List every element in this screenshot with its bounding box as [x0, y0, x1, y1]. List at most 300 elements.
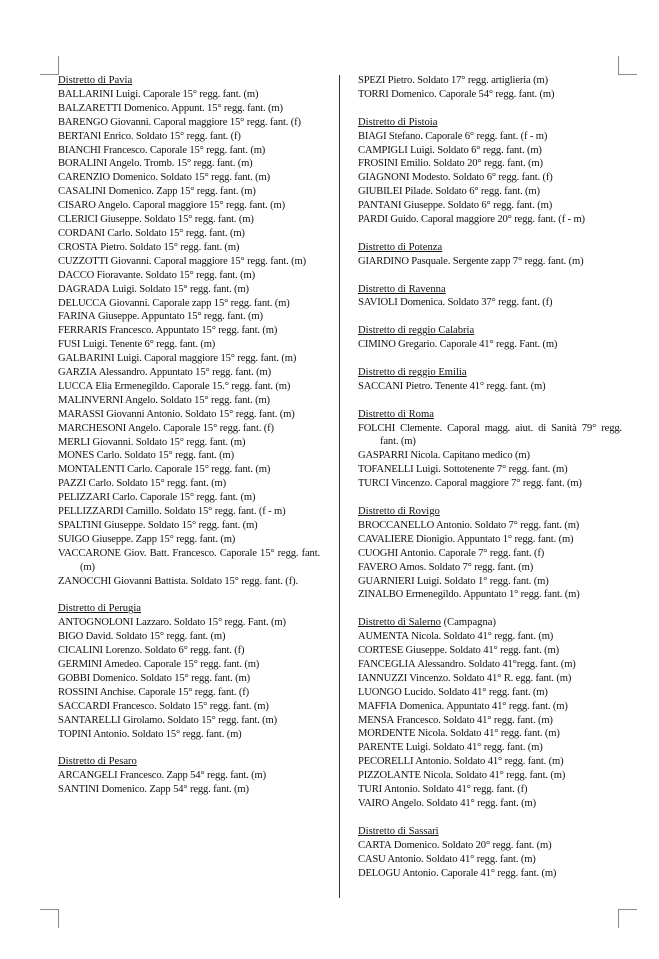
soldier-entry	[58, 394, 320, 408]
soldier-surname: AUMENTA	[358, 631, 409, 643]
column-divider	[339, 75, 340, 898]
soldier-details: Antonio. Soldato 7° regg. fant. (m)	[434, 519, 580, 531]
soldier-details: Luigi. Soldato 6° regg. fant. (m)	[407, 144, 542, 156]
soldier-surname: PARENTE	[358, 742, 404, 754]
soldier-surname: MENSA	[358, 714, 395, 726]
district-heading-line	[358, 241, 622, 255]
soldier-details: Nicola. Soldato 41° regg. fant. (m)	[415, 728, 560, 740]
soldier-surname: CARENZIO	[58, 172, 110, 184]
soldier-entry	[358, 575, 622, 589]
soldier-details: Luigi. Tenente 6° regg. fant. (m)	[80, 339, 216, 351]
soldier-entry	[358, 547, 622, 561]
soldier-entry	[58, 255, 320, 269]
soldier-details: Lorenzo. Soldato 6° regg. fant. (f)	[102, 645, 245, 657]
soldier-entry	[58, 477, 320, 491]
soldier-entry	[358, 338, 622, 352]
soldier-details: Giuseppe. Soldato 41° regg. fant. (m)	[403, 645, 560, 657]
soldier-entry	[58, 686, 320, 700]
soldier-entry	[58, 310, 320, 324]
soldier-details: Giovanni. Caporal maggiore 15° regg. fant. (f)	[107, 116, 301, 128]
soldier-surname: DACCO	[58, 269, 95, 281]
soldier-details: Antonio. Soldato 41° regg. fant. (f)	[381, 784, 528, 796]
soldier-details: Angelo. Soldato 15° regg. fant. (m)	[123, 394, 270, 406]
soldier-details: Camillo. Soldato 15° regg. fant. (f - m)	[123, 506, 286, 518]
district-heading: Distretto di Pesaro	[58, 756, 137, 768]
soldier-entry	[58, 157, 320, 171]
soldier-surname: IANNUZZI	[358, 672, 407, 684]
soldier-details: Luigi. Soldato 1° regg. fant. (m)	[414, 575, 549, 587]
soldier-surname: CORDANI	[58, 227, 105, 239]
soldier-details: Girolamo. Soldato 15° regg. fant. (m)	[120, 714, 278, 726]
soldier-surname: FROSINI	[358, 158, 398, 170]
district-section	[358, 825, 622, 881]
soldier-entry	[58, 630, 320, 644]
soldier-surname: VAIRO	[358, 798, 390, 809]
soldier-details: Domenico. Caporale 54° regg. fant. (m)	[388, 88, 555, 100]
soldier-details: Francesco. Zapp 54° regg. fant. (m)	[117, 770, 266, 782]
soldier-entry	[358, 644, 622, 658]
soldier-surname: BALZARETTI	[58, 102, 122, 114]
soldier-details: Dionigio. Appuntato 1° regg. fant. (m)	[413, 533, 574, 545]
district-heading: Distretto di Salerno	[358, 617, 441, 629]
district-section	[58, 755, 320, 797]
district-heading-line	[358, 366, 622, 380]
soldier-entry	[358, 477, 622, 491]
soldier-surname: CAMPIGLI	[358, 144, 408, 156]
soldier-entry	[358, 380, 622, 394]
soldier-details: Luigi. Soldato 41° regg. fant. (m)	[403, 742, 543, 754]
soldier-entry	[58, 324, 320, 338]
soldier-entry	[358, 755, 622, 769]
soldier-surname: FAVERO	[358, 561, 398, 573]
district-heading-line	[358, 616, 622, 630]
soldier-details: Nicola. Soldato 41° regg. fant. (m)	[420, 770, 566, 782]
soldier-entry	[58, 269, 320, 283]
soldier-surname: FANCEGLIA	[358, 658, 416, 670]
soldier-details: Domenica. Appuntato 41° regg. fant. (m)	[396, 700, 568, 712]
soldier-details: Antonio. Soldato 41° regg. fant. (m)	[385, 853, 536, 865]
soldier-details: Carlo. Caporale 15° regg. fant. (m)	[124, 464, 271, 476]
soldier-entry	[58, 380, 320, 394]
soldier-details: Amos. Soldato 7° regg. fant. (m)	[397, 561, 534, 573]
soldier-details: Antonio. Caporale 41° regg. fant. (m)	[400, 867, 557, 879]
district-heading-line	[358, 408, 622, 422]
soldier-entry	[358, 588, 622, 602]
soldier-surname: TOPINI	[58, 728, 92, 740]
district-heading-line	[58, 74, 320, 88]
soldier-entry	[358, 296, 622, 310]
soldier-details: Stefano. Caporale 6° regg. fant. (f - m)	[386, 130, 548, 142]
soldier-surname: DELOGU	[358, 867, 401, 879]
soldier-surname: CUOGHI	[358, 547, 398, 559]
soldier-surname: DELUCCA	[58, 297, 107, 309]
soldier-surname: ZINALBO	[358, 589, 404, 601]
soldier-details: Carlo. Soldato 15° regg. fant. (m)	[86, 478, 226, 490]
soldier-surname: CLERICI	[58, 214, 98, 226]
soldier-surname: ANTOGNOLONI	[58, 617, 134, 629]
district-section	[358, 283, 622, 311]
soldier-entry	[358, 144, 622, 158]
soldier-surname: PELIZZARI	[58, 492, 110, 504]
soldier-details: Giuseppe. Zapp 15° regg. fant. (m)	[89, 533, 236, 545]
soldier-details: Giov. Batt. Francesco. Caporale 15° regg. fant. (m)	[80, 547, 320, 573]
soldier-surname: PAZZI	[58, 478, 87, 490]
soldier-surname: MONTALENTI	[58, 464, 125, 476]
soldier-entry	[58, 449, 320, 463]
soldier-details: Modesto. Soldato 6° regg. fant. (f)	[409, 172, 553, 184]
district-section	[358, 74, 622, 102]
soldier-surname: FARINA	[58, 311, 96, 323]
soldier-surname: GIARDINO	[358, 255, 409, 267]
soldier-surname: SPEZI	[358, 75, 386, 86]
left-column	[58, 74, 320, 811]
soldier-details: Pietro. Soldato 17° regg. artiglieria (m)	[385, 75, 548, 86]
district-heading-line	[358, 505, 622, 519]
soldier-entry	[358, 519, 622, 533]
district-section	[358, 324, 622, 352]
district-section	[358, 408, 622, 491]
soldier-entry	[58, 575, 320, 589]
district-heading: Distretto di Roma	[358, 408, 434, 420]
soldier-entry	[58, 130, 320, 144]
soldier-surname: PARDI	[358, 214, 388, 226]
soldier-entry	[358, 797, 622, 811]
soldier-entry	[58, 547, 320, 575]
district-heading: Distretto di Sassari	[358, 825, 439, 837]
soldier-entry	[58, 436, 320, 450]
soldier-details: Nicola. Capitano medico (m)	[407, 450, 530, 462]
soldier-surname: MARASSI	[58, 408, 104, 420]
soldier-entry	[358, 686, 622, 700]
soldier-entry	[358, 255, 622, 269]
soldier-entry	[58, 102, 320, 116]
soldier-surname: CUZZOTTI	[58, 255, 109, 267]
district-heading: Distretto di Rovigo	[358, 505, 440, 517]
soldier-surname: BIAGI	[358, 130, 387, 142]
soldier-details: Vincenzo. Caporal maggiore 7° regg. fant. (m)	[388, 478, 582, 490]
district-heading-line	[58, 602, 320, 616]
soldier-entry	[358, 422, 622, 450]
soldier-details: Angelo. Caporale 15° regg. fant. (f)	[126, 422, 274, 434]
soldier-details: Domenico. Appunt. 15° regg. fant. (m)	[121, 102, 283, 114]
soldier-surname: LUONGO	[358, 686, 402, 698]
soldier-entry	[58, 714, 320, 728]
soldier-surname: TURCI	[358, 478, 389, 490]
soldier-details: Antonio. Caporale 7° regg. fant. (f)	[398, 547, 545, 559]
soldier-entry	[58, 408, 320, 422]
district-heading-line	[358, 825, 622, 839]
soldier-entry	[58, 116, 320, 130]
soldier-details: Pietro. Soldato 15° regg. fant. (m)	[97, 241, 240, 253]
district-heading-line	[58, 755, 320, 769]
soldier-surname: MORDENTE	[358, 728, 416, 740]
soldier-entry	[358, 741, 622, 755]
soldier-details: Lazzaro. Soldato 15° regg. Fant. (m)	[133, 617, 286, 629]
soldier-entry	[58, 783, 320, 797]
soldier-details: Angelo. Soldato 41° regg. fant. (m)	[389, 798, 537, 809]
soldier-entry	[58, 199, 320, 213]
soldier-entry	[58, 352, 320, 366]
soldier-entry	[58, 491, 320, 505]
soldier-surname: SAVIOLI	[358, 297, 398, 309]
soldier-surname: SANTARELLI	[58, 714, 121, 726]
soldier-surname: GASPARRI	[358, 450, 408, 462]
soldier-entry	[358, 157, 622, 171]
soldier-surname: CROSTA	[58, 241, 98, 253]
soldier-entry	[358, 630, 622, 644]
soldier-entry	[358, 561, 622, 575]
district-heading-line	[358, 116, 622, 130]
district-section	[358, 116, 622, 227]
soldier-surname: FERRARIS	[58, 325, 108, 337]
soldier-entry	[58, 366, 320, 380]
soldier-entry	[358, 74, 622, 88]
soldier-entry	[58, 769, 320, 783]
soldier-details: Giovanni Antonio. Soldato 15° regg. fant. (m)	[103, 408, 295, 420]
soldier-details: Nicola. Soldato 41° regg. fant. (m)	[408, 631, 554, 643]
soldier-details: Giovanni. Caporal maggiore 15° regg. fant. (m)	[108, 255, 307, 267]
soldier-surname: FUSI	[58, 339, 81, 351]
soldier-details: Francesco. Caporale 15° regg. fant. (m)	[100, 144, 266, 156]
soldier-entry	[58, 700, 320, 714]
soldier-surname: LUCCA	[58, 380, 93, 392]
soldier-details: Pilade. Soldato 6° regg. fant. (m)	[402, 186, 540, 198]
soldier-entry	[58, 213, 320, 227]
district-heading-line	[358, 324, 622, 338]
soldier-entry	[58, 644, 320, 658]
soldier-details: Alessandro. Appuntato 15° regg. fant. (m)	[96, 367, 271, 379]
soldier-details: Domenico. Soldato 15° regg. fant. (m)	[89, 672, 251, 684]
soldier-entry	[358, 700, 622, 714]
soldier-details: Vincenzo. Soldato 41° R. egg. fant. (m)	[407, 672, 572, 684]
soldier-surname: SANTINI	[58, 784, 99, 796]
soldier-surname: PIZZOLANTE	[358, 770, 421, 782]
soldier-entry	[358, 783, 622, 797]
soldier-surname: CISARO	[58, 200, 96, 212]
soldier-surname: TORRI	[358, 88, 389, 100]
soldier-details: Emilio. Soldato 20° regg. fant. (m)	[397, 158, 543, 170]
district-heading: Distretto di Perugia	[58, 603, 141, 615]
soldier-entry	[358, 463, 622, 477]
district-heading: Distretto di reggio Calabria	[358, 325, 475, 337]
district-heading-suffix: (Campagna)	[440, 617, 496, 629]
soldier-entry	[358, 213, 622, 227]
soldier-details: Domenica. Soldato 37° regg. fant. (f)	[397, 297, 553, 309]
soldier-details: Luigi. Caporal maggiore 15° regg. fant. (m)	[114, 353, 297, 365]
soldier-details: Giovanni. Caporale zapp 15° regg. fant. (m)	[106, 297, 290, 309]
soldier-entry	[358, 199, 622, 213]
soldier-entry	[358, 185, 622, 199]
soldier-details: Carlo. Soldato 15° regg. fant. (m)	[104, 227, 245, 239]
soldier-surname: MONES	[58, 450, 95, 462]
soldier-entry	[358, 839, 622, 853]
soldier-surname: BIGO	[58, 631, 84, 643]
soldier-surname: MAFFIA	[358, 700, 397, 712]
soldier-details: Guido. Caporal maggiore 20° regg. fant. (f - m)	[387, 214, 585, 226]
soldier-details: Enrico. Soldato 15° regg. fant. (f)	[101, 130, 241, 142]
district-section	[358, 241, 622, 269]
soldier-details: Luigi. Soldato 15° regg. fant. (m)	[109, 283, 249, 295]
soldier-surname: PECORELLI	[358, 756, 414, 768]
soldier-surname: CAVALIERE	[358, 533, 414, 545]
soldier-surname: CIMINO	[358, 339, 396, 351]
district-section	[58, 602, 320, 741]
soldier-surname: MERLI	[58, 436, 90, 448]
soldier-surname: GARZIA	[58, 367, 97, 379]
soldier-entry	[358, 171, 622, 185]
soldier-details: Fioravante. Soldato 15° regg. fant. (m)	[94, 269, 256, 281]
soldier-surname: CICALINI	[58, 645, 103, 657]
soldier-surname: SPALTINI	[58, 520, 102, 531]
soldier-surname: BIANCHI	[58, 144, 101, 156]
soldier-surname: GALBARINI	[58, 353, 115, 365]
soldier-details: Francesco. Appuntato 15° regg. fant. (m)	[107, 325, 278, 337]
soldier-entry	[58, 672, 320, 686]
soldier-surname: MARCHESONI	[58, 422, 127, 434]
soldier-entry	[58, 241, 320, 255]
district-heading: Distretto di Potenza	[358, 241, 443, 253]
soldier-details: David. Soldato 15° regg. fant. (m)	[83, 631, 226, 643]
soldier-details: Angelo. Tromb. 15° regg. fant. (m)	[107, 158, 253, 170]
soldier-surname: SUIGO	[58, 533, 90, 545]
soldier-surname: GIUBILEI	[358, 186, 403, 198]
soldier-details: Domenico. Zapp 54° regg. fant. (m)	[98, 784, 249, 796]
soldier-details: Carlo. Caporale 15° regg. fant. (m)	[109, 492, 256, 504]
district-heading: Distretto di reggio Emilia	[358, 366, 467, 378]
soldier-surname: GUARNIERI	[358, 575, 415, 587]
soldier-surname: PANTANI	[358, 200, 402, 212]
soldier-surname: MALINVERNI	[58, 394, 124, 406]
soldier-surname: TURI	[358, 784, 382, 796]
soldier-details: Giuseppe. Appuntato 15° regg. fant. (m)	[95, 311, 263, 323]
soldier-surname: GOBBI	[58, 672, 90, 684]
soldier-entry	[358, 769, 622, 783]
soldier-details: Lucido. Soldato 41° regg. fant. (m)	[401, 686, 548, 698]
soldier-entry	[58, 616, 320, 630]
soldier-details: Luigi. Sottotenente 7° regg. fant. (m)	[413, 464, 568, 476]
district-section	[358, 505, 622, 602]
soldier-entry	[58, 283, 320, 297]
soldier-entry	[358, 853, 622, 867]
soldier-details: Angelo. Caporal maggiore 15° regg. fant. (m)	[95, 200, 285, 212]
soldier-details: Pietro. Tenente 41° regg. fant. (m)	[403, 380, 546, 392]
district-heading-line	[358, 283, 622, 297]
soldier-surname: CASU	[358, 853, 386, 865]
soldier-surname: ROSSINI	[58, 686, 98, 698]
soldier-details: Carlo. Soldato 15° regg. fant. (m)	[94, 450, 235, 462]
soldier-details: Luigi. Caporale 15° regg. fant. (m)	[113, 88, 259, 100]
crop-mark-bottom-right	[618, 909, 637, 928]
soldier-entry	[58, 463, 320, 477]
soldier-surname: TOFANELLI	[358, 464, 414, 476]
soldier-entry	[58, 185, 320, 199]
district-section	[358, 616, 622, 811]
soldier-entry	[58, 144, 320, 158]
crop-mark-bottom-left	[40, 909, 59, 928]
soldier-entry	[58, 505, 320, 519]
soldier-details: Anchise. Caporale 15° regg. fant. (f)	[97, 686, 250, 698]
soldier-entry	[58, 171, 320, 185]
soldier-surname: CARTA	[358, 839, 392, 851]
soldier-details: Giovanni. Soldato 15° regg. fant. (m)	[89, 436, 246, 448]
crop-mark-top-left	[40, 56, 59, 75]
soldier-entry	[358, 867, 622, 881]
soldier-surname: SACCARDI	[58, 700, 110, 712]
soldier-entry	[58, 658, 320, 672]
right-column	[358, 74, 622, 894]
soldier-entry	[358, 88, 622, 102]
soldier-details: Francesco. Soldato 41° regg. fant. (m)	[394, 714, 553, 726]
soldier-details: Giuseppe. Soldato 6° regg. fant. (m)	[401, 200, 553, 212]
soldier-entry	[58, 728, 320, 742]
district-section	[358, 366, 622, 394]
soldier-surname: PELLIZZARDI	[58, 506, 124, 518]
soldier-entry	[58, 227, 320, 241]
soldier-details: Domenico. Soldato 20° regg. fant. (m)	[391, 839, 552, 851]
soldier-details: Ermenegildo. Appuntato 1° regg. fant. (m)	[403, 589, 580, 601]
soldier-surname: SACCANI	[358, 380, 404, 392]
soldier-surname: CORTESE	[358, 645, 404, 657]
soldier-details: Elia Ermenegildo. Caporale 15.° regg. fant. (m)	[92, 380, 291, 392]
soldier-entry	[358, 449, 622, 463]
soldier-details: Alessandro. Soldato 41°regg. fant. (m)	[415, 658, 576, 670]
soldier-details: Giovanni Battista. Soldato 15° regg. fant. (f).	[111, 575, 298, 587]
soldier-details: Pasquale. Sergente zapp 7° regg. fant. (m)	[408, 255, 584, 267]
soldier-details: Clemente. Caporal magg. aiut. di Sanità 79° regg. fant. (m)	[380, 422, 622, 448]
soldier-surname: BARENGO	[58, 116, 108, 128]
soldier-entry	[358, 533, 622, 547]
soldier-entry	[358, 727, 622, 741]
soldier-entry	[58, 422, 320, 436]
soldier-entry	[58, 519, 320, 533]
soldier-entry	[358, 130, 622, 144]
district-heading: Distretto di Ravenna	[358, 283, 446, 295]
soldier-details: Gregario. Caporale 41° regg. Fant. (m)	[395, 339, 558, 351]
soldier-details: Amedeo. Caporale 15° regg. fant. (m)	[101, 659, 260, 671]
soldier-entry	[58, 88, 320, 102]
soldier-surname: VACCARONE	[58, 547, 121, 559]
soldier-surname: BALLARINI	[58, 88, 114, 100]
soldier-surname: GERMINI	[58, 659, 102, 671]
soldier-entry	[58, 533, 320, 547]
soldier-surname: CASALINI	[58, 186, 106, 198]
soldier-surname: ZANOCCHI	[58, 575, 112, 587]
soldier-details: Antonio. Soldato 15° regg. fant. (m)	[91, 728, 242, 740]
soldier-surname: GIAGNONI	[358, 172, 410, 184]
soldier-details: Antonio. Soldato 41° regg. fant. (m)	[413, 756, 564, 768]
soldier-entry	[358, 658, 622, 672]
soldier-surname: BERTANI	[58, 130, 102, 142]
soldier-entry	[58, 338, 320, 352]
soldier-entry	[358, 714, 622, 728]
soldier-surname: DAGRADA	[58, 283, 110, 295]
soldier-surname: BORALINI	[58, 158, 108, 170]
soldier-surname: ARCANGELI	[58, 770, 118, 782]
soldier-details: Domenico. Soldato 15° regg. fant. (m)	[109, 172, 271, 184]
soldier-entry	[358, 672, 622, 686]
district-section	[58, 74, 320, 589]
soldier-details: Giuseppe. Soldato 15° regg. fant. (m)	[101, 520, 258, 531]
soldier-entry	[58, 297, 320, 311]
district-heading: Distretto di Pistoia	[358, 116, 438, 128]
district-heading: Distretto di Pavia	[58, 75, 133, 86]
soldier-details: Domenico. Zapp 15° regg. fant. (m)	[105, 186, 256, 198]
soldier-details: Giuseppe. Soldato 15° regg. fant. (m)	[97, 214, 254, 226]
crop-mark-top-right	[618, 56, 637, 75]
soldier-details: Francesco. Soldato 15° regg. fant. (m)	[109, 700, 269, 712]
soldier-surname: BROCCANELLO	[358, 519, 435, 531]
soldier-surname: FOLCHI	[358, 422, 396, 434]
